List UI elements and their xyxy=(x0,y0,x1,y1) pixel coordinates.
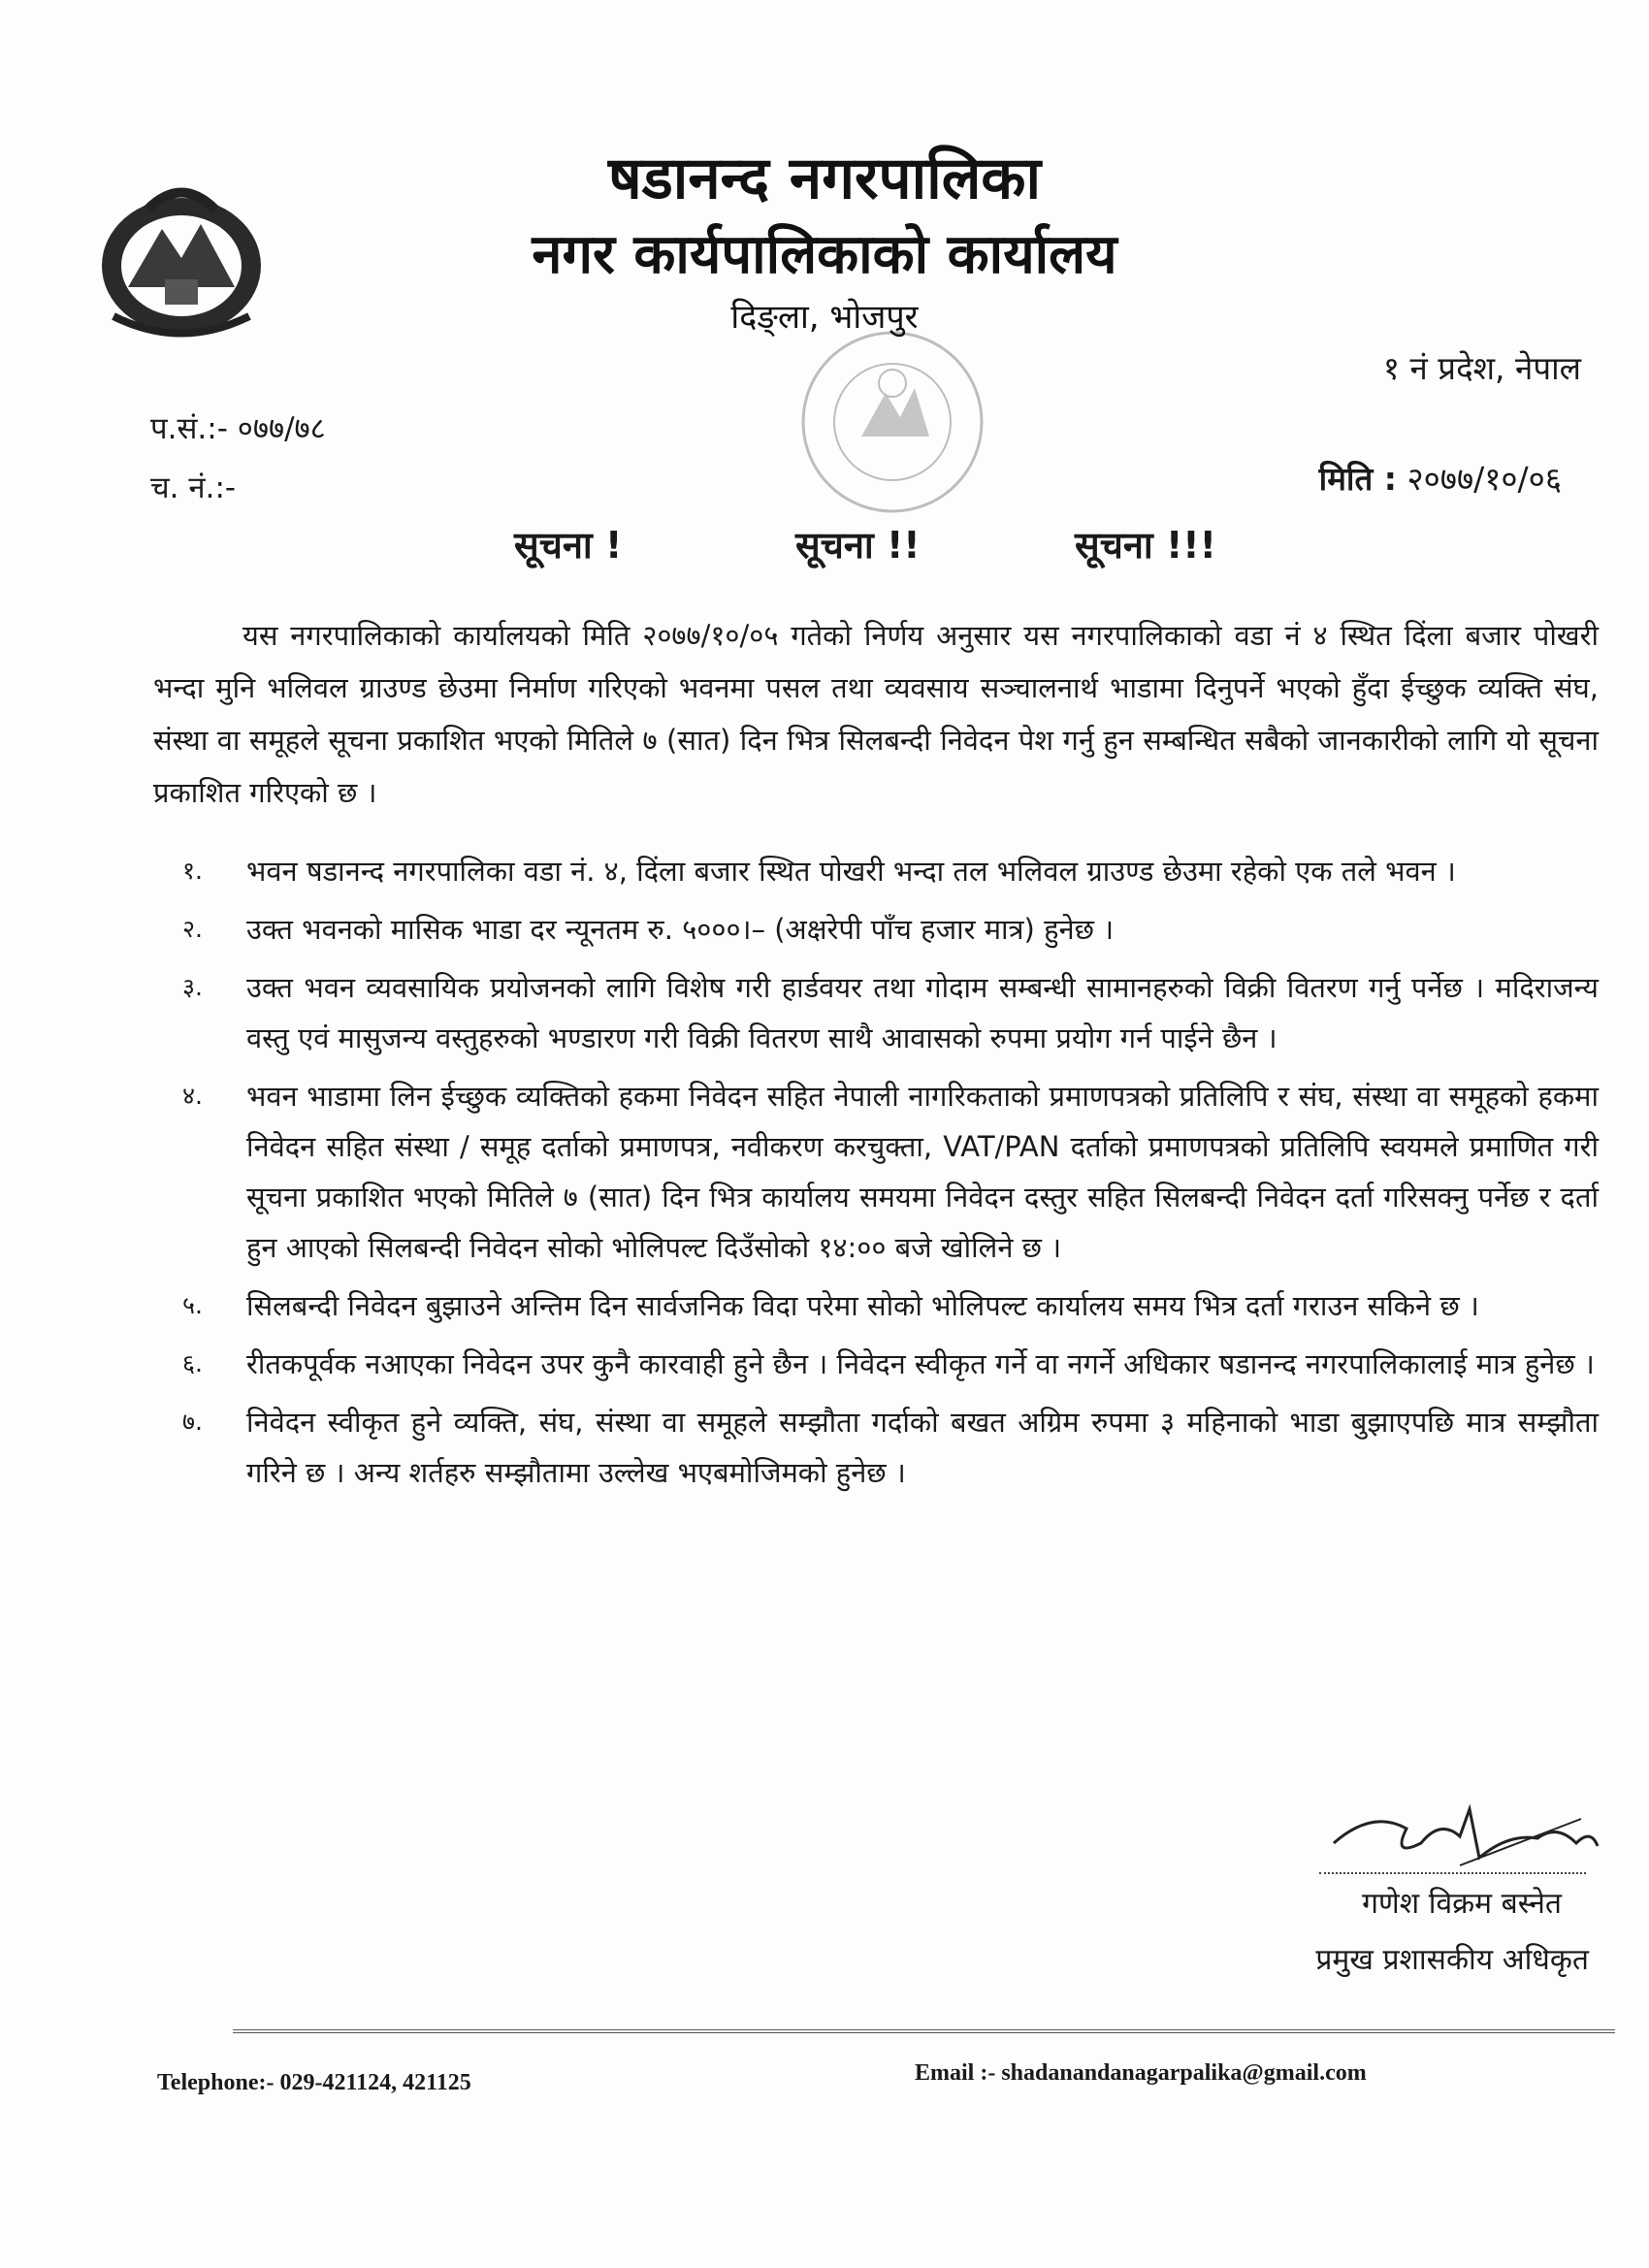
item-number: ५. xyxy=(182,1291,203,1319)
conditions-list xyxy=(182,846,1599,1506)
signer-position: प्रमुख प्रशासकीय अधिकृत xyxy=(1315,1943,1589,1977)
date-line xyxy=(1319,456,1562,500)
list-item xyxy=(182,904,1599,955)
reference-number: प.सं.:- ०७७/७८ xyxy=(150,411,326,446)
office-name: नगर कार्यपालिकाको कार्यालय xyxy=(532,223,1117,286)
item-text: उक्त भवन व्यवसायिक प्रयोजनको लागि विशेष गरी हार्डवयर तथा गोदाम सम्बन्धी सामानहरुको विक्री वितरण गर्नु पर्नेछ । मदिराजन्य वस्तु एवं मासुजन्य वस्तुहरुको भण्डारण गरी विक्री वितरण साथै आवासको रुपमा प्रयोग गर्न पाईने छैन । xyxy=(246,971,1599,1054)
notice-heading-3: सूचना !!! xyxy=(1075,524,1216,567)
intro-paragraph: यस नगरपालिकाको कार्यालयको मिति २०७७/१०/०५ गतेको निर्णय अनुसार यस नगरपालिकाको वडा नं ४ स्थित दिंला बजार पोखरी भन्दा मुनि भलिवल ग्राउण्ड छेउमा निर्माण गरिएको भवनमा पसल तथा व्यवसाय सञ्चालनार्थ भाडामा दिनुपर्ने भएको हुँदा ईच्छुक व्यक्ति संघ, संस्था वा समूहले सूचना प्रकाशित भएको मितिले ७ (सात) दिन भित्र सिलबन्दी निवेदन पेश गर्नु हुन सम्बन्धित सबैको जानकारीको लागि यो सूचना प्रकाशित गरिएको छ । xyxy=(153,619,1599,809)
item-text: सिलबन्दी निवेदन बुझाउने अन्तिम दिन सार्वजनिक विदा परेमा सोको भोलिपल्ट कार्यालय समय भित्र दर्ता गराउन सकिने छ । xyxy=(246,1289,1479,1322)
signer-name: गणेश विक्रम बस्नेत xyxy=(1362,1887,1562,1921)
office-address: दिङ्ला, भोजपुर xyxy=(730,298,919,337)
item-text: उक्त भवनको मासिक भाडा दर न्यूनतम रु. ५०००।– (अक्षरेपी पाँच हजार मात्र) हुनेछ । xyxy=(246,913,1115,946)
item-number: ४. xyxy=(182,1082,203,1110)
footer-telephone: Telephone:- 029-421124, 421125 xyxy=(157,2070,471,2095)
list-item xyxy=(182,1339,1599,1389)
list-item xyxy=(182,846,1599,896)
list-item xyxy=(182,1071,1599,1273)
handwritten-signature xyxy=(1314,1790,1605,1877)
notice-heading-1: सूचना ! xyxy=(514,524,623,567)
list-item xyxy=(182,1280,1599,1331)
dispatch-number: च. नं.:- xyxy=(150,470,237,505)
signature-line xyxy=(1319,1872,1586,1874)
item-text: निवेदन स्वीकृत हुने व्यक्ति, संघ, संस्था वा समूहले सम्झौता गर्दाको बखत अग्रिम रुपमा ३ महिनाको भाडा बुझाएपछि मात्र सम्झौता गरिने छ । अन्य शर्तहरु सम्झौतामा उल्लेख भएबमोजिमको हुनेछ । xyxy=(246,1406,1599,1489)
item-number: ३. xyxy=(182,973,203,1001)
item-number: २. xyxy=(182,915,203,943)
item-number: ६. xyxy=(182,1349,203,1377)
item-text: भवन भाडामा लिन ईच्छुक व्यक्तिको हकमा निवेदन सहित नेपाली नागरिकताको प्रमाणपत्रको प्रतिलिपि र संघ, संस्था वा समूहको हकमा निवेदन सहित संस्था / समूह दर्ताको प्रमाणपत्र, नवीकरण करचुक्ता, VAT/PAN दर्ताको प्रमाणपत्रको प्रतिलिपि स्वयमले प्रमाणित गरी सूचना प्रकाशित भएको मितिले ७ (सात) दिन भित्र कार्यालय समयमा निवेदन दस्तुर सहित सिलबन्दी निवेदन दर्ता गरिसक्नु पर्नेछ र दर्ता हुन आएको सिलबन्दी निवेदन सोको भोलिपल्ट दिउँसोको १४:०० बजे खोलिने छ । xyxy=(246,1080,1599,1264)
date-value: २०७७/१०/०६ xyxy=(1406,460,1562,498)
notice-heading xyxy=(0,519,1649,577)
municipality-name: षडानन्द नगरपालिका xyxy=(608,145,1041,212)
province-line: १ नं प्रदेश, नेपाल xyxy=(1382,349,1581,387)
footer-divider xyxy=(233,2029,1615,2033)
office-stamp xyxy=(784,325,1002,529)
item-number: १. xyxy=(182,857,203,885)
date-label: मिति : xyxy=(1318,460,1397,498)
footer-email: Email :- shadanandanagarpalika@gmail.com xyxy=(915,2060,1367,2086)
notice-heading-2: सूचना !! xyxy=(795,524,921,567)
list-item xyxy=(182,1397,1599,1498)
item-number: ७. xyxy=(182,1408,203,1436)
item-text: भवन षडानन्द नगरपालिका वडा नं. ४, दिंला बजार स्थित पोखरी भन्दा तल भलिवल ग्राउण्ड छेउमा रहेको एक तले भवन । xyxy=(246,855,1456,888)
list-item xyxy=(182,962,1599,1063)
item-text: रीतकपूर्वक नआएका निवेदन उपर कुनै कारवाही हुने छैन । निवेदन स्वीकृत गर्ने वा नगर्ने अधिकार षडानन्द नगरपालिकालाई मात्र हुनेछ । xyxy=(246,1347,1595,1380)
